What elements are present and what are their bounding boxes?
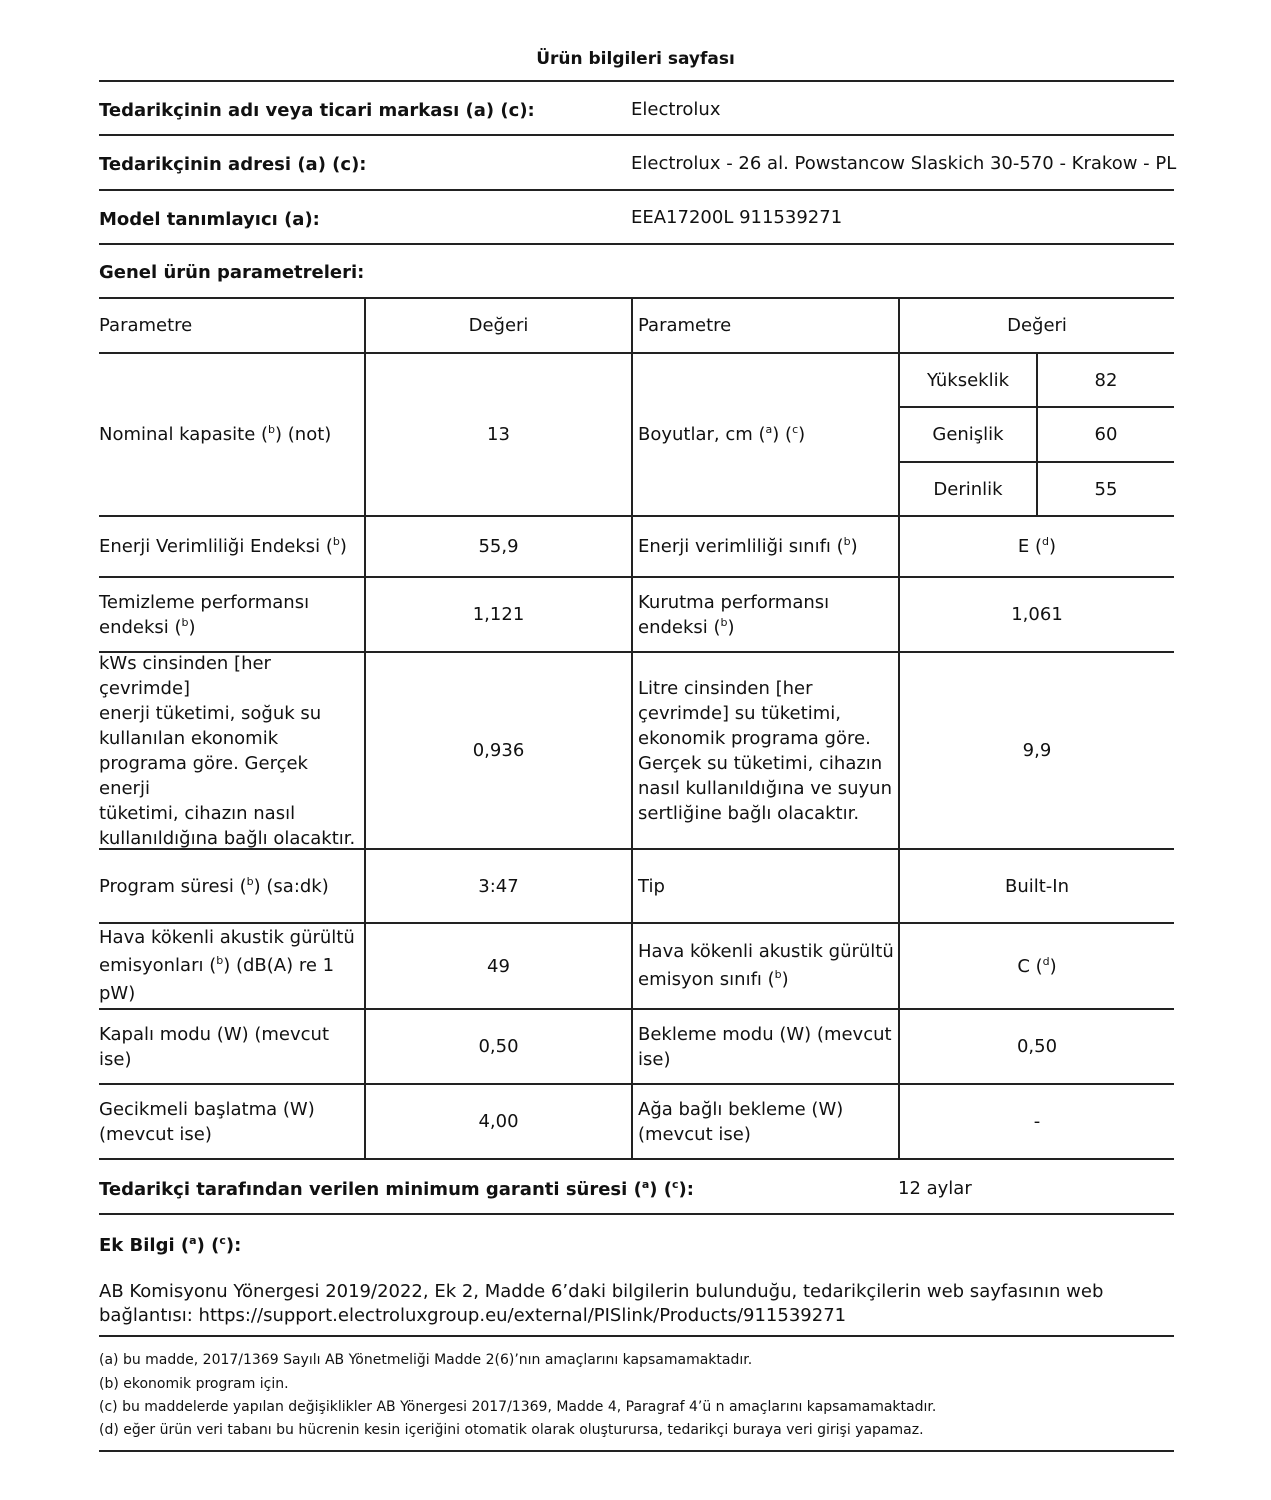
network-standby-value: -: [1033, 1111, 1041, 1132]
additional-info-label: Ek Bilgi ($^a$) ($^c$):: [99, 1234, 242, 1256]
divider: [99, 243, 1174, 245]
type-value: Built-In: [1004, 875, 1070, 897]
cleaning-value: 1,121: [472, 604, 525, 625]
height-value: 82: [1094, 369, 1118, 391]
supplier-address-value: Electrolux - 26 al. Powstancow Slaskich 30-570 - Krakow - PL: [631, 153, 1177, 174]
header-value-2: Değeri: [1007, 315, 1067, 336]
water-consumption-value: 9,9: [1022, 740, 1052, 761]
nominal-capacity-value: 13: [487, 424, 510, 445]
warranty-value: 12 aylar: [898, 1178, 972, 1199]
standby-mode-value: 0,50: [1016, 1036, 1058, 1057]
cleaning-label: Temizleme performansı endeksi ($^b$): [99, 591, 310, 638]
divider: [99, 134, 1174, 136]
height-label: Yükseklik: [926, 369, 1010, 391]
table-bottom-border: [99, 1158, 1174, 1160]
supplier-address-label: Tedarikçinin adresi (a) (c):: [99, 154, 367, 175]
model-label: Model tanımlayıcı (a):: [99, 209, 320, 230]
water-consumption-label: Litre cinsinden [her çevrimde] su tüketimi, ekonomik programa göre. Gerçek su tüketimi, cihazın nasıl kullanıldığına ve suyun sertliğine bağlı olacaktır.: [638, 677, 892, 824]
depth-label: Derinlik: [933, 478, 1003, 500]
warranty-label: Tedarikçi tarafından verilen minimum garanti süresi ($^a$) ($^c$):: [99, 1178, 694, 1200]
eei-value: 55,9: [478, 536, 519, 557]
eei-label: Enerji Verimliliği Endeksi ($^b$): [99, 535, 347, 557]
header-param-2: Parametre: [638, 315, 732, 336]
divider: [99, 189, 1174, 191]
footnote-a: (a) bu madde, 2017/1369 Sayılı AB Yönetmeliği Madde 2(6)’nın amaçlarını kapsamamaktadır.: [99, 1352, 753, 1368]
footnote-d: (d) eğer ürün veri tabanı bu hücrenin kesin içeriğini otomatik olarak oluşturursa, tedarikçi buraya veri girişi yapamaz.: [99, 1422, 924, 1438]
divider: [99, 1213, 1174, 1215]
drying-value: 1,061: [1011, 604, 1063, 625]
supplier-name-value: Electrolux: [631, 99, 721, 120]
type-label: Tip: [638, 875, 665, 897]
divider: [99, 1335, 1174, 1337]
footnote-b: (b) ekonomik program için.: [99, 1376, 289, 1392]
energy-class-label: Enerji verimliliği sınıfı ($^b$): [638, 535, 858, 557]
width-label: Genişlik: [932, 424, 1004, 445]
header-value-1: Değeri: [468, 315, 529, 336]
noise-class-value: C ($^d$): [1017, 954, 1057, 977]
noise-class-label: Hava kökenli akustik gürültü emisyon sınıfı ($^b$): [638, 941, 894, 990]
depth-value: 55: [1094, 478, 1118, 500]
general-params-label: Genel ürün parametreleri:: [99, 262, 365, 283]
delay-start-label: Gecikmeli başlatma (W) (mevcut ise): [99, 1098, 315, 1145]
noise-label: Hava kökenli akustik gürültü emisyonları ($^b$) (dB(A) re 1 pW): [99, 927, 355, 1004]
drying-label: Kurutma performansı endeksi ($^b$): [638, 591, 830, 638]
delay-start-value: 4,00: [478, 1111, 519, 1132]
footnote-c: (c) bu maddelerde yapılan değişiklikler AB Yönergesi 2017/1369, Madde 4, Paragraf 4’ü n amaçlarını kapsamamaktadır.: [99, 1399, 937, 1415]
program-duration-label: Program süresi ($^b$) (sa:dk): [99, 874, 329, 897]
network-standby-label: Ağa bağlı bekleme (W) (mevcut ise): [638, 1098, 844, 1145]
noise-value: 49: [487, 955, 510, 977]
header-param-1: Parametre: [99, 315, 193, 336]
width-value: 60: [1094, 424, 1118, 445]
bottom-divider: [99, 1450, 1174, 1452]
nominal-capacity-label: Nominal kapasite ($^b$) (not): [99, 423, 332, 445]
additional-info-text-2[interactable]: bağlantısı: https://support.electroluxgroup.eu/external/PISlink/Products/911539271: [99, 1305, 847, 1326]
additional-info-text-1: AB Komisyonu Yönergesi 2019/2022, Ek 2, Madde 6’daki bilgilerin bulunduğu, tedarikçilerin web sayfasının web: [99, 1281, 1104, 1302]
off-mode-value: 0,50: [478, 1036, 519, 1057]
page-title: Ürün bilgileri sayfası: [536, 49, 735, 69]
model-value: EEA17200L 911539271: [631, 207, 843, 228]
energy-class-value: E ($^d$): [1017, 535, 1057, 557]
program-duration-value: 3:47: [478, 875, 519, 897]
dimensions-label: Boyutlar, cm ($^a$) ($^c$): [638, 423, 806, 445]
supplier-name-label: Tedarikçinin adı veya ticari markası (a) (c):: [99, 100, 535, 121]
energy-consumption-value: 0,936: [472, 740, 525, 761]
off-mode-label: Kapalı modu (W) (mevcut ise): [99, 1023, 330, 1070]
standby-mode-label: Bekleme modu (W) (mevcut ise): [638, 1023, 892, 1070]
energy-consumption-label: kWs cinsinden [her çevrimde] enerji tüketimi, soğuk su kullanılan ekonomik programa göre. Gerçek enerji tüketimi, cihazın nasıl kullanıldığına bağlı olacaktır.: [99, 652, 356, 849]
table-col-border: [631, 298, 633, 1159]
divider: [99, 80, 1174, 82]
